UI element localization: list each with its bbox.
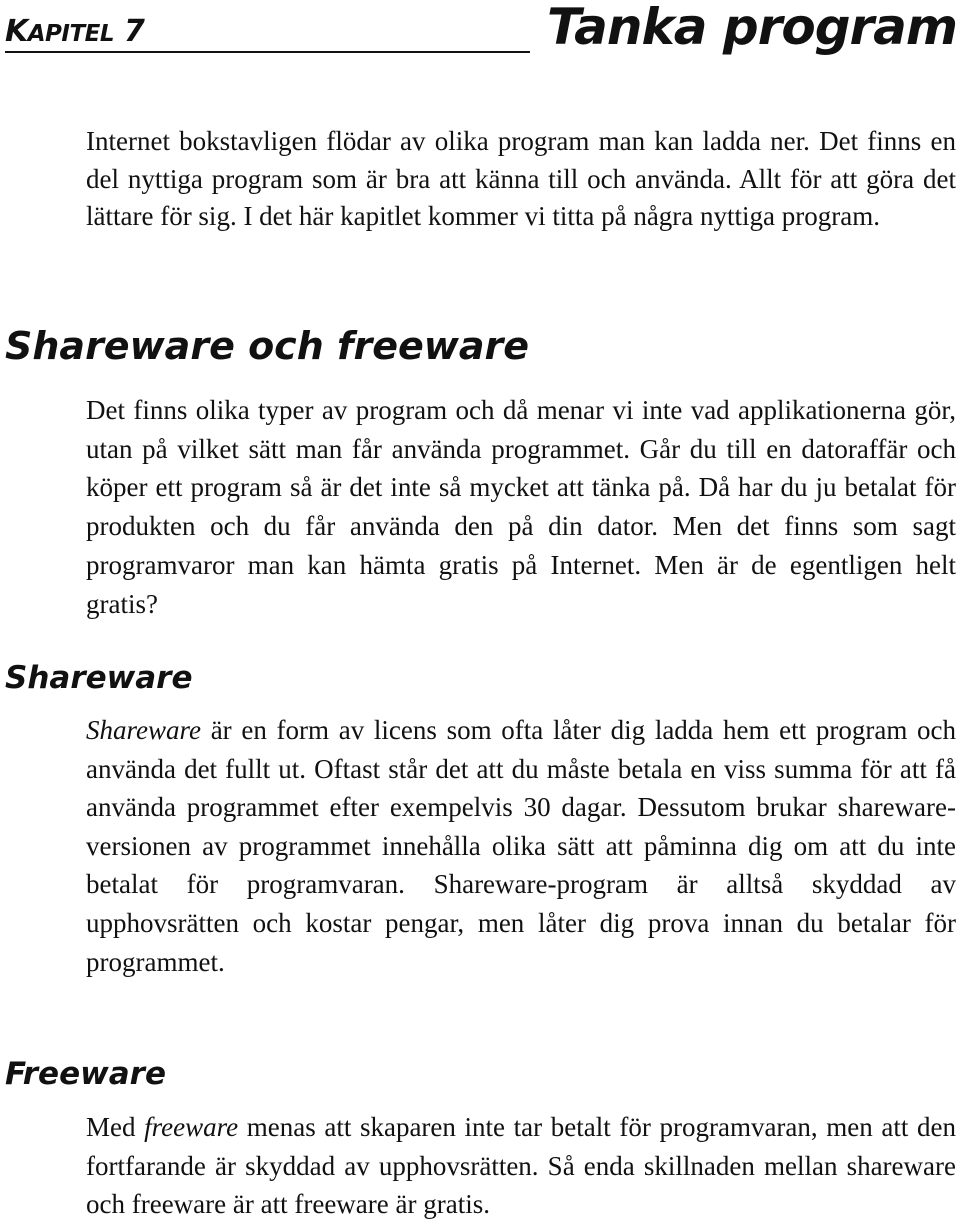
shareware-heading: Shareware bbox=[5, 660, 193, 696]
shareware-paragraph bbox=[86, 711, 956, 981]
freeware-text-before: Med bbox=[86, 1112, 145, 1142]
intro-paragraph: Internet bokstavligen flödar av olika program man kan ladda ner. Det finns en del nyttiga program som är bra att känna till och använda. Allt för att göra det lättare för sig. I det här kapitlet kommer vi titta på några nyttiga program. bbox=[86, 126, 956, 232]
chapter-label-initial: K bbox=[5, 14, 28, 49]
shareware-text: är en form av licens som ofta låter dig ladda hem ett program och använda det fullt ut. Oftast står det att du måste betala en viss summa för att få använda programmet efter exempelvis 30 dagar. Dessutom brukar shareware-versionen av programmet innehålla olika sätt att påminna dig om att du inte betalat för programvaran. Shareware-program är alltså skyddad av upphovsrätten och kostar pengar, men låter dig prova innan du betalar för programmet. bbox=[86, 715, 956, 977]
freeware-heading: Freeware bbox=[5, 1056, 166, 1092]
chapter-label-word: APITEL bbox=[27, 21, 115, 47]
section-paragraph: Det finns olika typer av program och då menar vi inte vad applikationerna gör, utan på vilket sätt man får använda programmet. Går du till en datoraffär och köper ett program så är det inte så mycket att tänka på. Då har du ju betalat för produkten och du får använda den på din dator. Men det finns som sagt programvaror man kan hämta gratis på Internet. Men är de egentligen helt gratis? bbox=[86, 395, 956, 619]
chapter-label bbox=[5, 14, 144, 52]
chapter-header bbox=[5, 0, 957, 58]
chapter-rule bbox=[5, 51, 530, 53]
chapter-title: Tanka program bbox=[547, 0, 957, 56]
freeware-text-after: menas att skaparen inte tar betalt för programvaran, men att den fortfarande är skyddad av upphovsrätten. Så enda skillnaden mellan shareware och freeware är att freeware är gratis. bbox=[86, 1112, 956, 1219]
freeware-term: freeware bbox=[144, 1112, 239, 1142]
freeware-paragraph bbox=[86, 1108, 956, 1224]
section-heading: Shareware och freeware bbox=[5, 324, 530, 368]
chapter-number: 7 bbox=[123, 14, 145, 49]
shareware-term: Shareware bbox=[86, 715, 201, 745]
